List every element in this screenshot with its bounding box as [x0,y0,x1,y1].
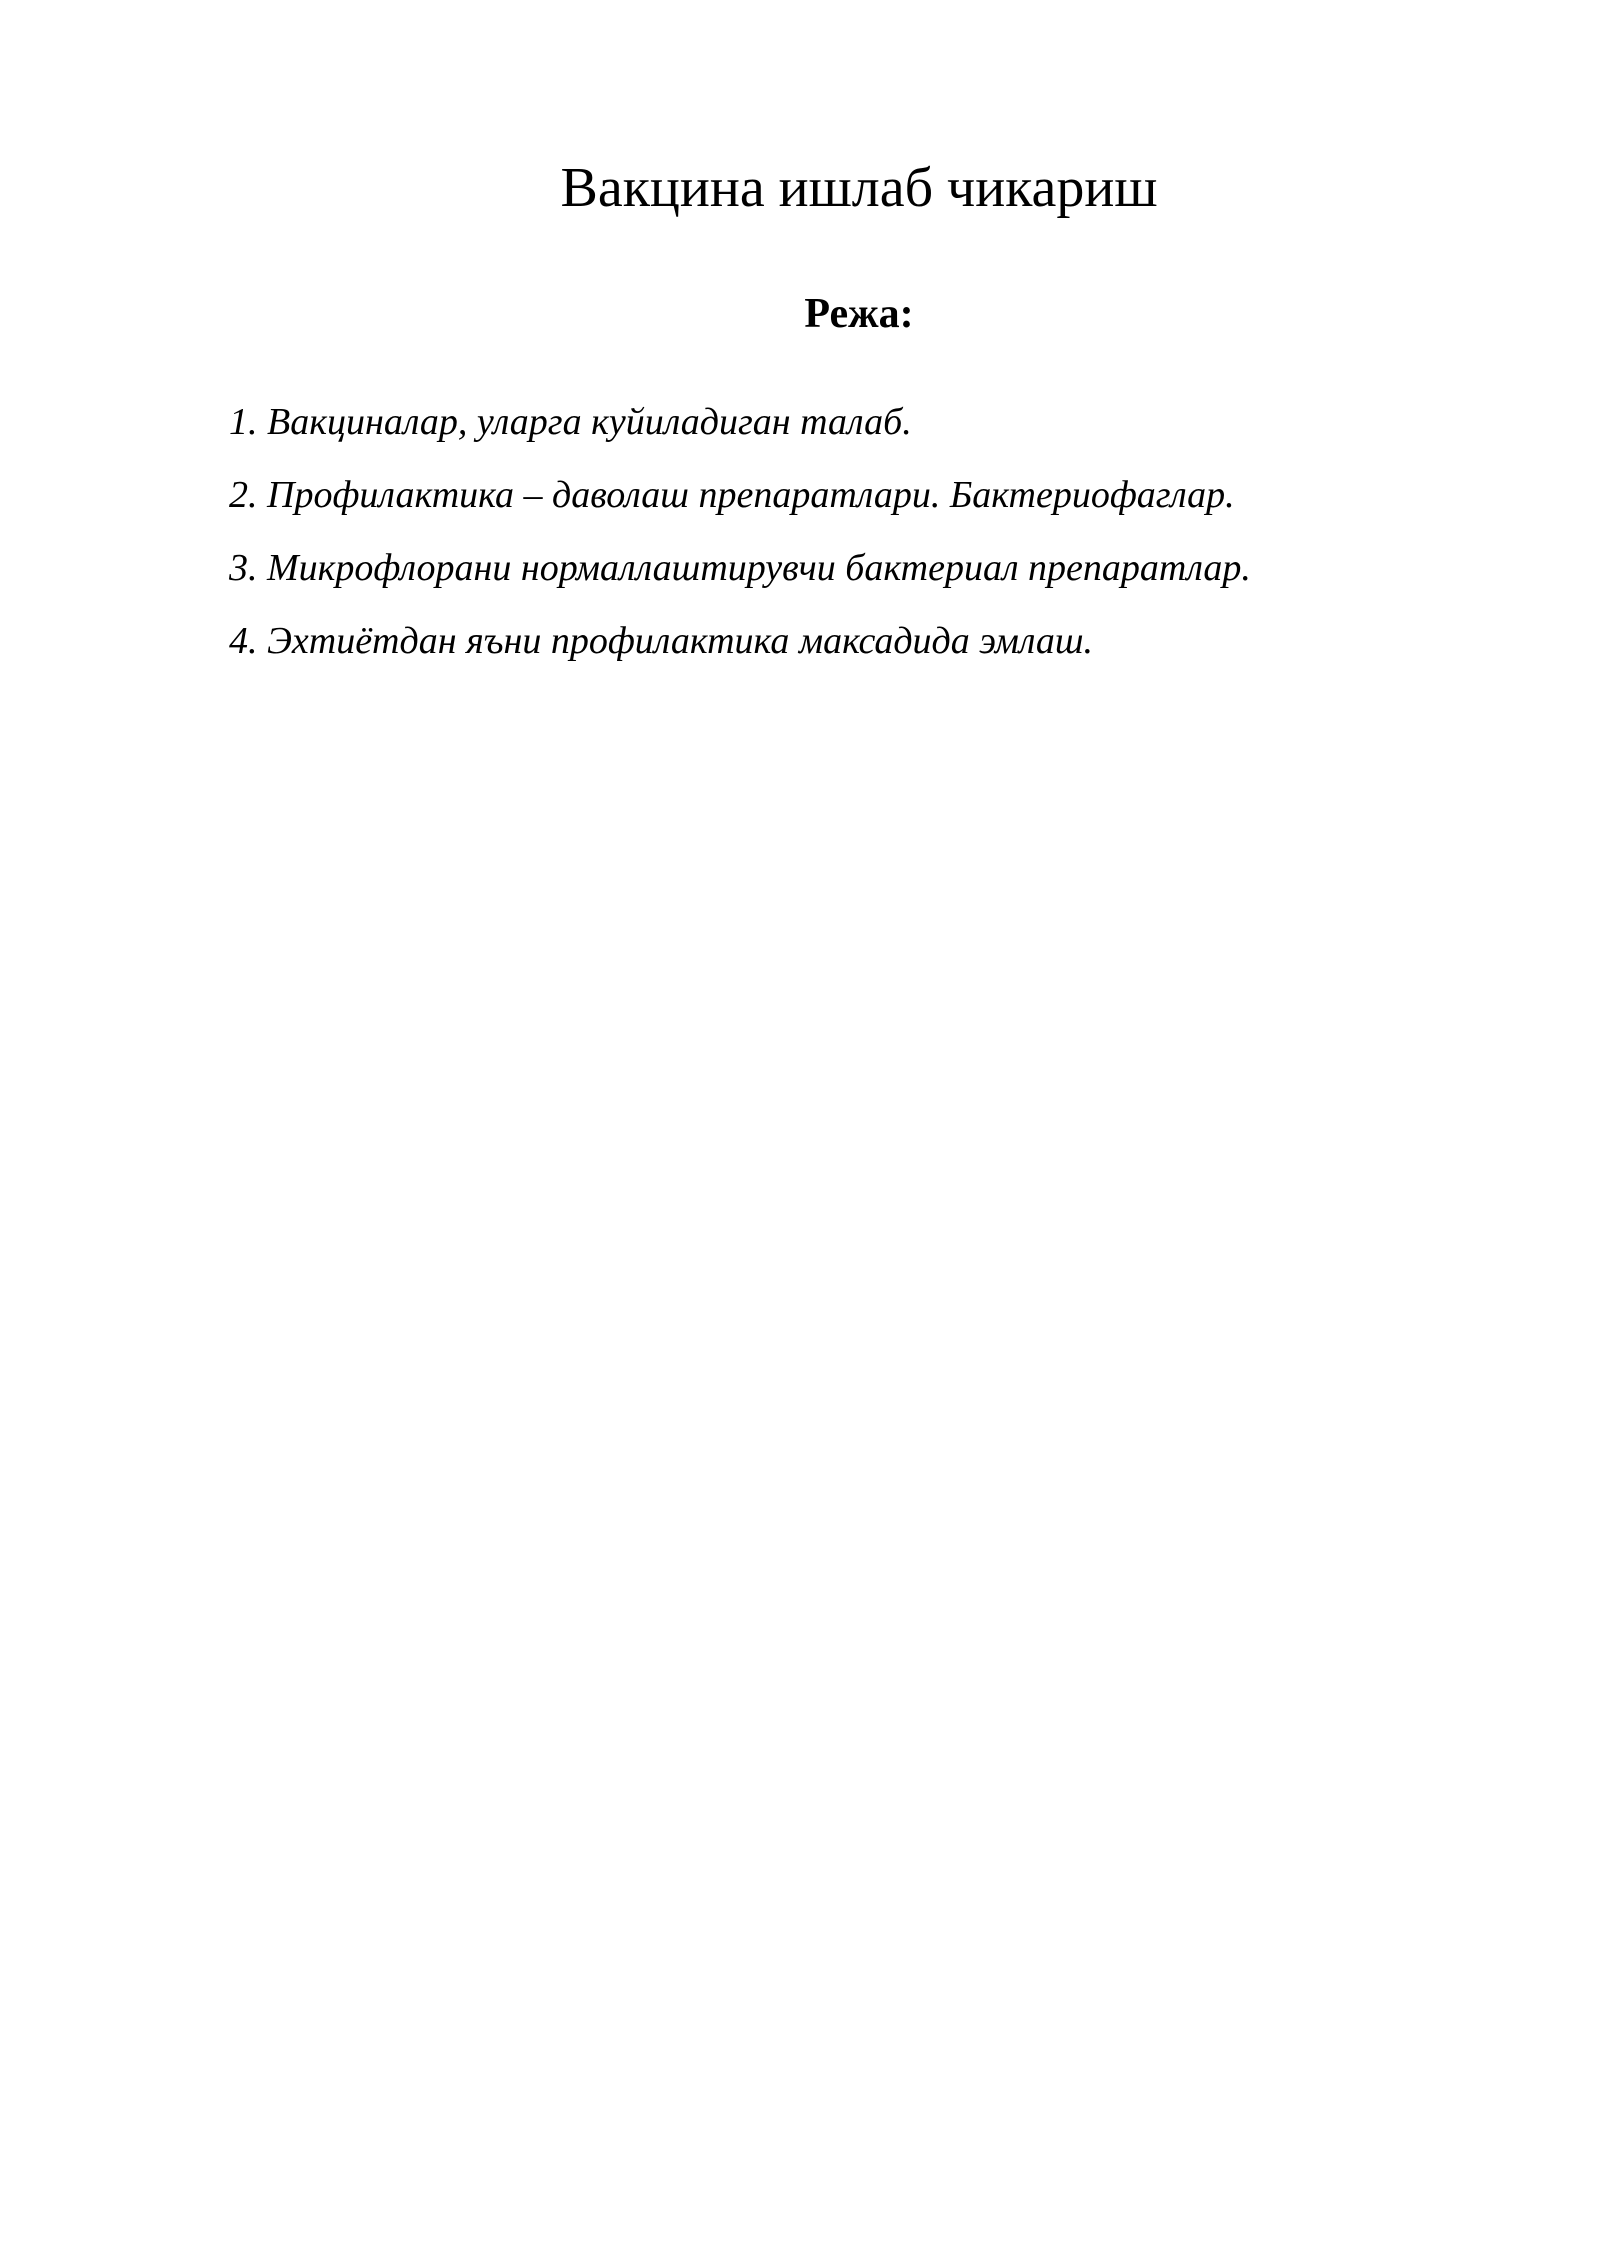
page-title: Вакцина ишлаб чикариш [560,157,1158,219]
plan-item-4: 4. Эхтиётдан яъни профилактика максадида эмлаш. [229,620,1094,662]
plan-list [229,398,1489,690]
plan-item-2: 2. Профилактика – даволаш препаратлари. Бактериофаглар. [229,474,1235,516]
plan-item-1: 1. Вакциналар, уларга куйиладиган талаб. [229,401,912,443]
plan-item-3: 3. Микрофлорани нормаллаштирувчи бактериал препаратлар. [229,547,1251,589]
plan-heading: Режа: [804,291,914,337]
